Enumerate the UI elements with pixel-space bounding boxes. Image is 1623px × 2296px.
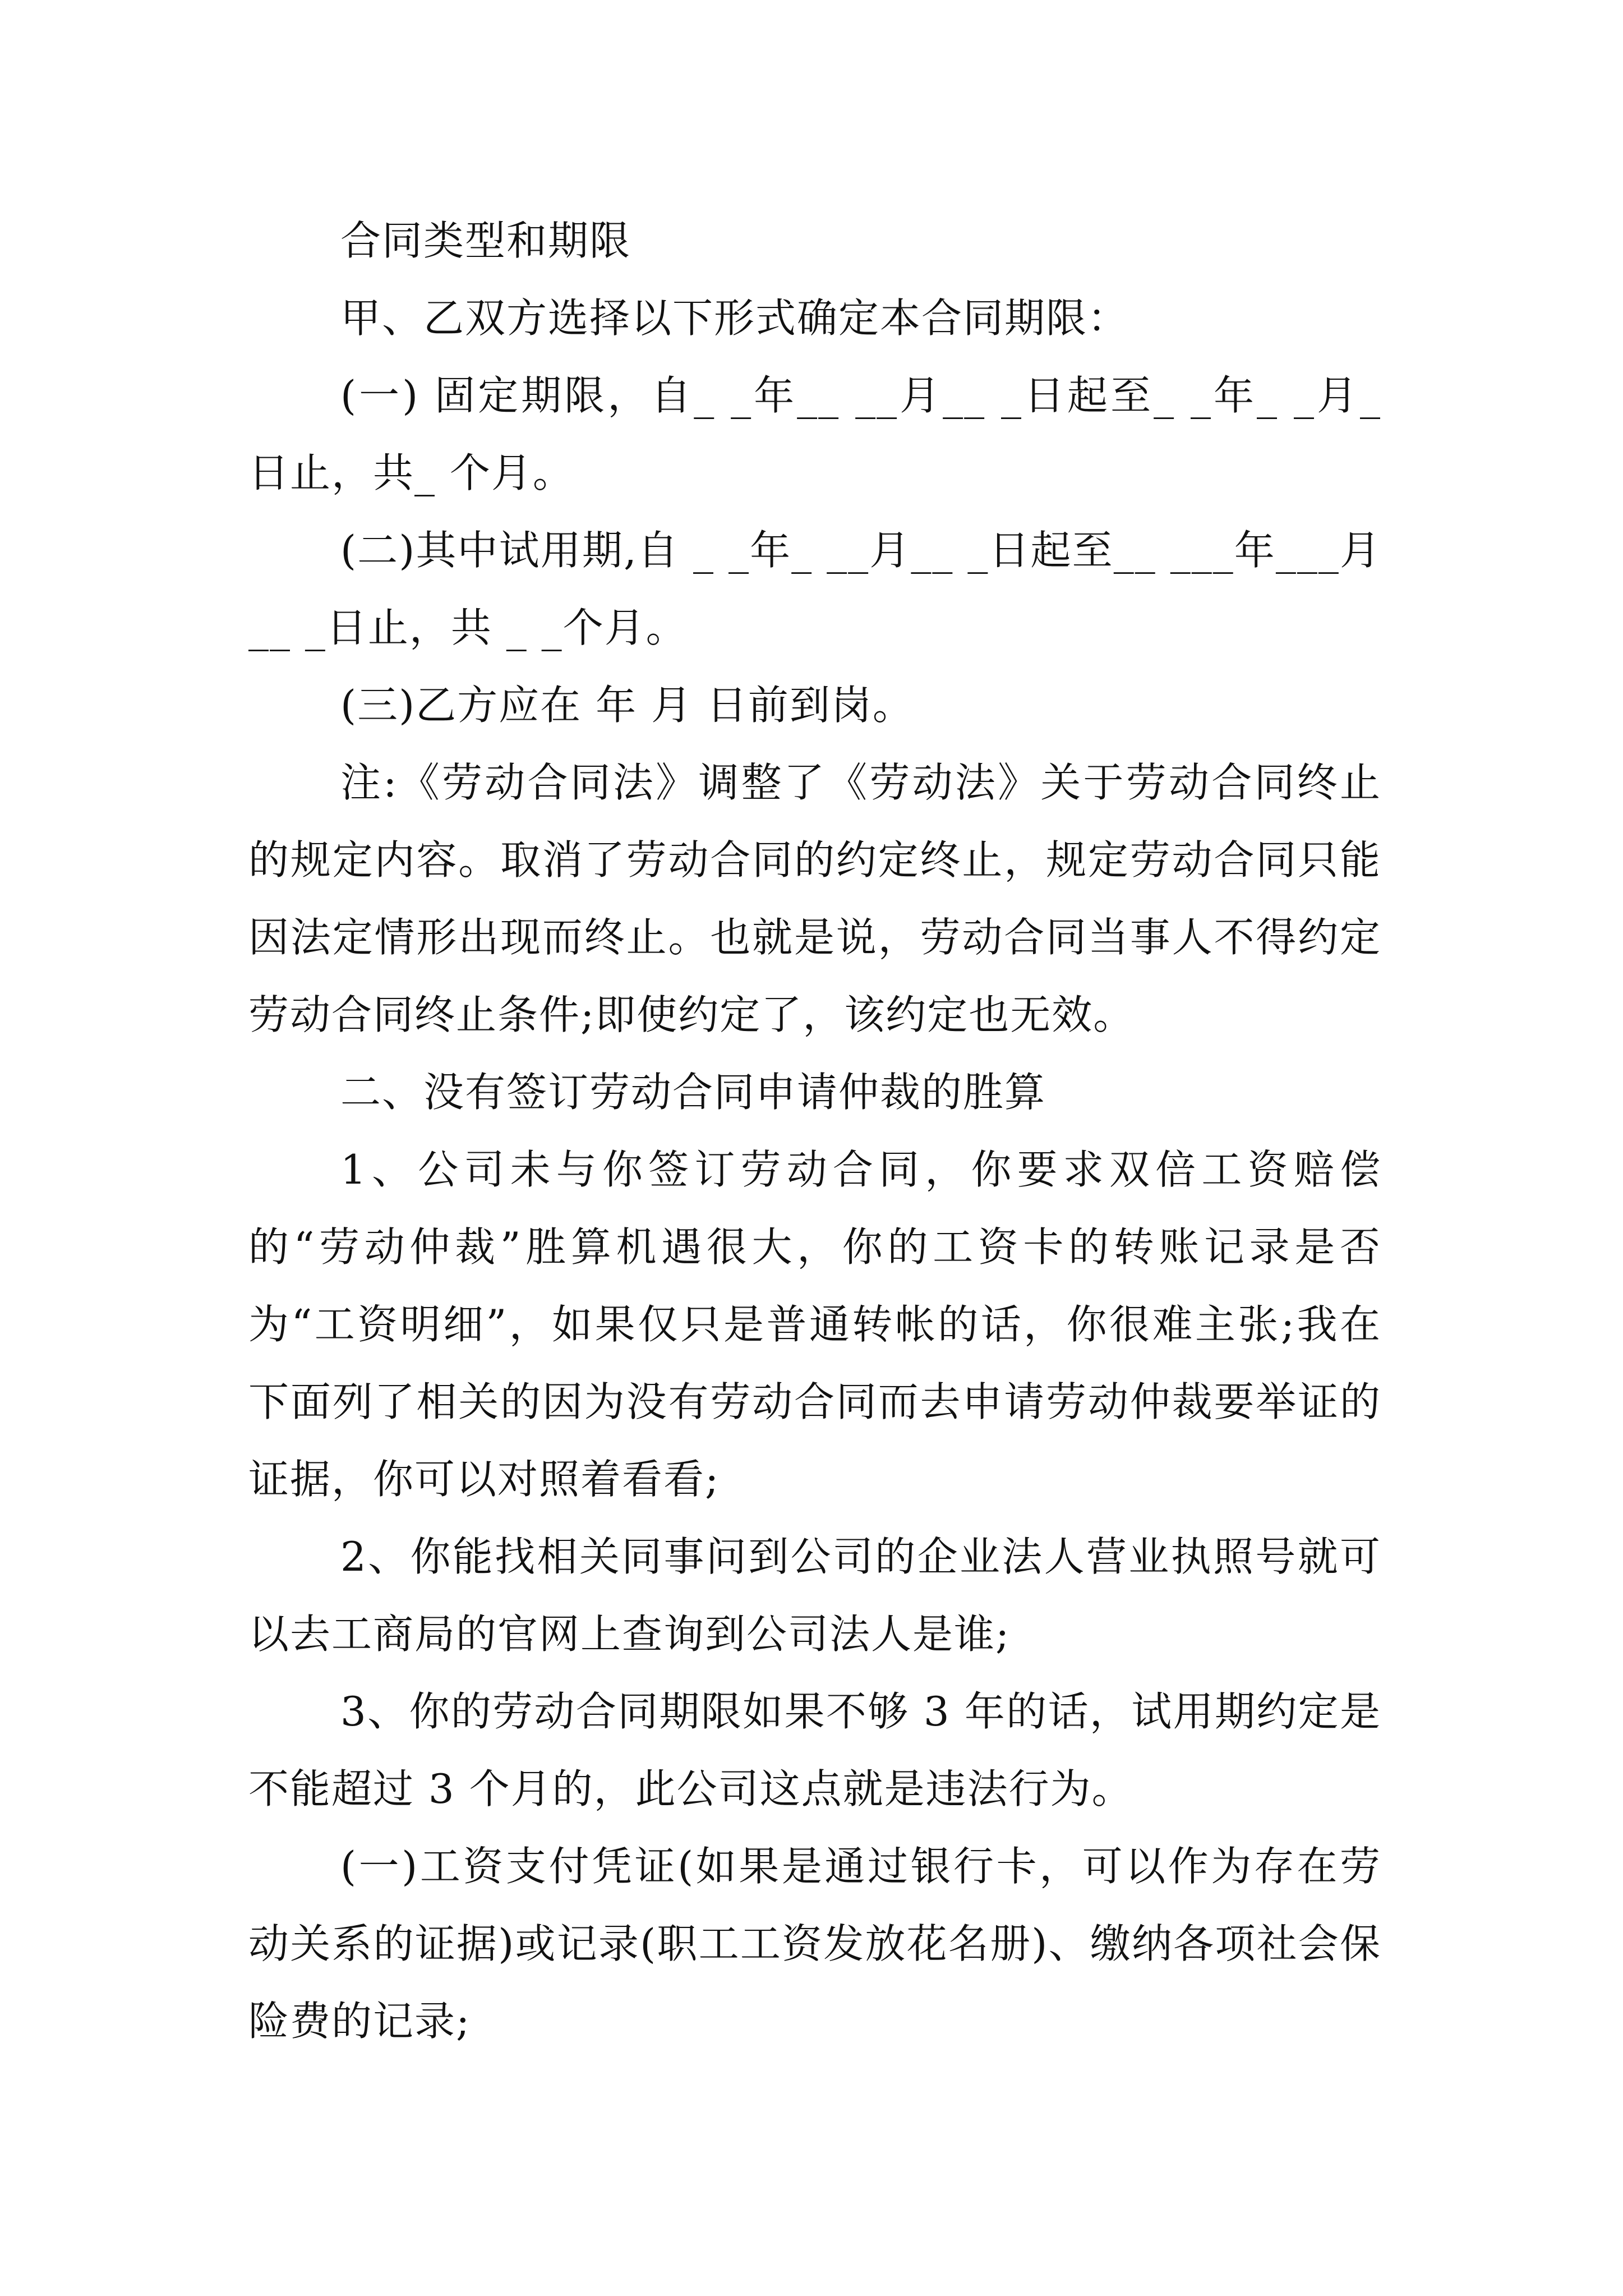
document-body — [248, 202, 1395, 2060]
section-heading-contract-type: 合同类型和期限 — [340, 217, 631, 264]
paragraph-term-selection: 甲、乙双方选择以下形式确定本合同期限： — [340, 295, 1129, 342]
paragraph-item-1: 1、公司未与你签订劳动合同，你要求双倍工资赔偿的“劳动仲裁”胜算机遇很大，你的工资卡的转账记录是否为“工资明细”，如果仅只是普通转帐的话，你很难主张;我在下面列了相关的因为没有劳动合同而去申请劳动仲裁要举证的证据，你可以对照着看看; — [248, 1146, 1381, 1503]
paragraph-note: 注:《劳动合同法》调整了《劳动法》关于劳动合同终止的规定内容。取消了劳动合同的约定终止，规定劳动合同只能因法定情形出现而终止。也就是说，劳动合同当事人不得约定劳动合同终止条件;即使约定了，该约定也无效。 — [248, 759, 1381, 1038]
paragraph-start-date: (三)乙方应在 年 月 日前到岗。 — [340, 682, 914, 729]
paragraph-fixed-term: (一) 固定期限，自_ _年__ __月__ _日起至_ _年_ _月_ 日止，共_ 个月。 — [248, 372, 1395, 496]
section-heading-arbitration: 二、没有签订劳动合同申请仲裁的胜算 — [340, 1069, 1046, 1116]
paragraph-item-2: 2、你能找相关同事问到公司的企业法人营业执照号就可以去工商局的官网上查询到公司法人是谁; — [248, 1533, 1381, 1658]
paragraph-probation-period: (二)其中试用期,自 _ _年_ __月__ _日起至__ ___年___月__ _日止，共 _ _个月。 — [248, 527, 1381, 651]
paragraph-evidence-1: (一)工资支付凭证(如果是通过银行卡，可以作为存在劳动关系的证据)或记录(职工工资发放花名册)、缴纳各项社会保险费的记录; — [248, 1843, 1381, 2045]
paragraph-item-3: 3、你的劳动合同期限如果不够 3 年的话，试用期约定是不能超过 3 个月的，此公司这点就是违法行为。 — [248, 1688, 1381, 1812]
